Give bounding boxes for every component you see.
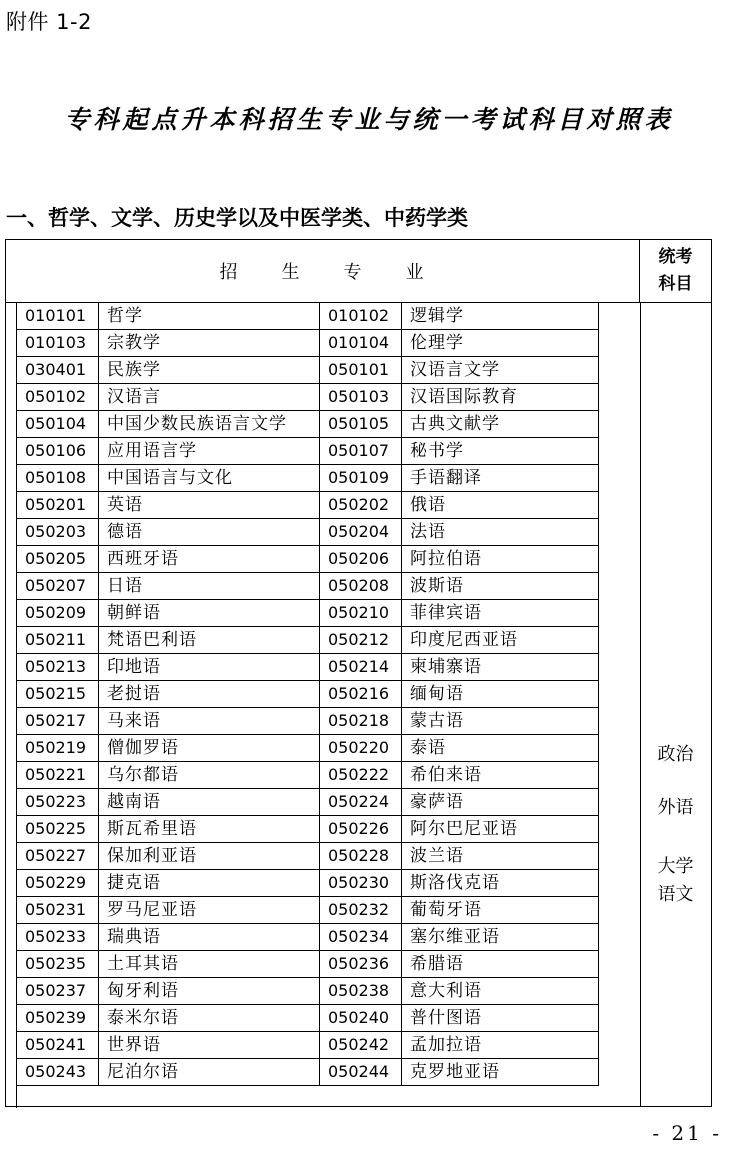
- major-code: 050225: [17, 816, 99, 843]
- major-code: 050103: [320, 384, 402, 411]
- major-code: 050223: [17, 789, 99, 816]
- major-code: 050219: [17, 735, 99, 762]
- major-code: 050101: [320, 357, 402, 384]
- major-code: 050212: [320, 627, 402, 654]
- major-name: 梵语巴利语: [99, 627, 320, 654]
- table-row: [17, 546, 599, 573]
- major-name: 缅甸语: [402, 681, 599, 708]
- table-row: [17, 870, 599, 897]
- major-name: 斯洛伐克语: [402, 870, 599, 897]
- major-code: 050205: [17, 546, 99, 573]
- major-header-char: 招: [219, 262, 240, 283]
- major-code: 050224: [320, 789, 402, 816]
- major-code: 050244: [320, 1059, 402, 1086]
- table-row: [17, 978, 599, 1005]
- major-name: 西班牙语: [99, 546, 320, 573]
- right-divider: [640, 303, 641, 1106]
- major-name: 意大利语: [402, 978, 599, 1005]
- subject-chinese: 语文: [657, 884, 694, 905]
- table-row: [17, 924, 599, 951]
- table-row: [17, 735, 599, 762]
- major-code: 050236: [320, 951, 402, 978]
- major-name: 波斯语: [402, 573, 599, 600]
- table-row: [17, 465, 599, 492]
- subject-politics: 政治: [657, 744, 694, 765]
- table-row: [17, 1005, 599, 1032]
- major-code: 050202: [320, 492, 402, 519]
- major-code: 050241: [17, 1032, 99, 1059]
- comparison-table: [5, 239, 712, 1107]
- major-name: 中国少数民族语言文学: [99, 411, 320, 438]
- major-name: 逻辑学: [402, 303, 599, 330]
- major-name: 应用语言学: [99, 438, 320, 465]
- major-name: 宗教学: [99, 330, 320, 357]
- major-name: 越南语: [99, 789, 320, 816]
- major-name: 波兰语: [402, 843, 599, 870]
- attachment-label: 附件 1-2: [6, 10, 92, 34]
- subject-foreign-language: 外语: [657, 797, 694, 818]
- major-name: 中国语言与文化: [99, 465, 320, 492]
- table-row: [17, 303, 599, 330]
- major-code: 050201: [17, 492, 99, 519]
- main-title: 专科起点升本科招生专业与统一考试科目对照表: [64, 105, 674, 134]
- major-code: 050109: [320, 465, 402, 492]
- major-name: 豪萨语: [402, 789, 599, 816]
- major-code: 050210: [320, 600, 402, 627]
- major-name: 德语: [99, 519, 320, 546]
- major-code: 030401: [17, 357, 99, 384]
- table-row: [17, 762, 599, 789]
- major-name: 保加利亚语: [99, 843, 320, 870]
- major-name: 汉语言文学: [402, 357, 599, 384]
- table-row: [17, 492, 599, 519]
- table-row: [17, 816, 599, 843]
- table-row: [17, 897, 599, 924]
- major-code: 010101: [17, 303, 99, 330]
- major-code: 050104: [17, 411, 99, 438]
- major-name: 捷克语: [99, 870, 320, 897]
- major-name: 法语: [402, 519, 599, 546]
- major-code: 050238: [320, 978, 402, 1005]
- major-header-char: 专: [343, 262, 364, 283]
- table-row: [17, 681, 599, 708]
- major-code: 050234: [320, 924, 402, 951]
- major-code: 050217: [17, 708, 99, 735]
- major-name: 阿拉伯语: [402, 546, 599, 573]
- major-name: 普什图语: [402, 1005, 599, 1032]
- major-header-char: 生: [281, 262, 302, 283]
- major-code: 050108: [17, 465, 99, 492]
- subject-header-line: 科目: [658, 274, 693, 294]
- majors-grid: [16, 303, 599, 1086]
- major-code: 050235: [17, 951, 99, 978]
- major-name: 菲律宾语: [402, 600, 599, 627]
- major-code: 050216: [320, 681, 402, 708]
- major-code: 050227: [17, 843, 99, 870]
- major-name: 僧伽罗语: [99, 735, 320, 762]
- subject-header: [640, 240, 711, 303]
- table-row: [17, 600, 599, 627]
- table-row: [17, 1032, 599, 1059]
- major-name: 土耳其语: [99, 951, 320, 978]
- table-row: [17, 654, 599, 681]
- table-row: [17, 843, 599, 870]
- major-name: 乌尔都语: [99, 762, 320, 789]
- major-code: 050222: [320, 762, 402, 789]
- table-row: [17, 357, 599, 384]
- major-name: 日语: [99, 573, 320, 600]
- major-code: 050102: [17, 384, 99, 411]
- major-code: 050218: [320, 708, 402, 735]
- major-code: 050229: [17, 870, 99, 897]
- major-name: 孟加拉语: [402, 1032, 599, 1059]
- major-name: 尼泊尔语: [99, 1059, 320, 1086]
- major-code: 050209: [17, 600, 99, 627]
- major-name: 希腊语: [402, 951, 599, 978]
- major-code: 050204: [320, 519, 402, 546]
- major-code: 050231: [17, 897, 99, 924]
- major-name: 葡萄牙语: [402, 897, 599, 924]
- major-code: 010102: [320, 303, 402, 330]
- major-name: 老挝语: [99, 681, 320, 708]
- major-name: 英语: [99, 492, 320, 519]
- major-code: 050215: [17, 681, 99, 708]
- table-row: [17, 951, 599, 978]
- major-name: 斯瓦希里语: [99, 816, 320, 843]
- major-code: 050105: [320, 411, 402, 438]
- major-header-char: 业: [405, 262, 426, 283]
- major-name: 泰语: [402, 735, 599, 762]
- major-header: [6, 240, 640, 303]
- major-name: 秘书学: [402, 438, 599, 465]
- major-name: 马来语: [99, 708, 320, 735]
- major-code: 050211: [17, 627, 99, 654]
- major-name: 印度尼西亚语: [402, 627, 599, 654]
- major-name: 哲学: [99, 303, 320, 330]
- major-name: 印地语: [99, 654, 320, 681]
- table-row: [17, 438, 599, 465]
- table-row: [17, 627, 599, 654]
- table-row: [17, 519, 599, 546]
- major-name: 民族学: [99, 357, 320, 384]
- major-name: 汉语国际教育: [402, 384, 599, 411]
- major-name: 阿尔巴尼亚语: [402, 816, 599, 843]
- table-row: [17, 789, 599, 816]
- major-name: 世界语: [99, 1032, 320, 1059]
- major-name: 瑞典语: [99, 924, 320, 951]
- page-number: - 21 -: [652, 1121, 722, 1145]
- major-name: 俄语: [402, 492, 599, 519]
- section-heading: 一、哲学、文学、历史学以及中医学类、中药学类: [6, 206, 468, 230]
- major-code: 050237: [17, 978, 99, 1005]
- major-code: 010104: [320, 330, 402, 357]
- major-code: 050203: [17, 519, 99, 546]
- major-name: 古典文献学: [402, 411, 599, 438]
- major-code: 050106: [17, 438, 99, 465]
- major-code: 010103: [17, 330, 99, 357]
- table-row: [17, 330, 599, 357]
- major-name: 希伯来语: [402, 762, 599, 789]
- major-name: 塞尔维亚语: [402, 924, 599, 951]
- major-code: 050233: [17, 924, 99, 951]
- major-name: 罗马尼亚语: [99, 897, 320, 924]
- major-name: 蒙古语: [402, 708, 599, 735]
- major-name: 手语翻译: [402, 465, 599, 492]
- major-code: 050208: [320, 573, 402, 600]
- major-name: 柬埔寨语: [402, 654, 599, 681]
- subject-header-line: 统考: [658, 247, 693, 267]
- major-code: 050240: [320, 1005, 402, 1032]
- major-code: 050206: [320, 546, 402, 573]
- major-code: 050221: [17, 762, 99, 789]
- major-name: 汉语言: [99, 384, 320, 411]
- major-code: 050243: [17, 1059, 99, 1086]
- major-code: 050232: [320, 897, 402, 924]
- table-row: [17, 573, 599, 600]
- major-code: 050220: [320, 735, 402, 762]
- major-code: 050239: [17, 1005, 99, 1032]
- major-name: 泰米尔语: [99, 1005, 320, 1032]
- major-name: 克罗地亚语: [402, 1059, 599, 1086]
- major-code: 050228: [320, 843, 402, 870]
- major-code: 050226: [320, 816, 402, 843]
- table-row: [17, 708, 599, 735]
- table-row: [17, 1059, 599, 1086]
- table-row: [17, 411, 599, 438]
- major-code: 050207: [17, 573, 99, 600]
- table-row: [17, 384, 599, 411]
- subject-college: 大学: [657, 856, 694, 877]
- major-code: 050214: [320, 654, 402, 681]
- major-name: 伦理学: [402, 330, 599, 357]
- major-name: 朝鲜语: [99, 600, 320, 627]
- major-code: 050213: [17, 654, 99, 681]
- major-name: 匈牙利语: [99, 978, 320, 1005]
- major-code: 050107: [320, 438, 402, 465]
- major-code: 050230: [320, 870, 402, 897]
- major-code: 050242: [320, 1032, 402, 1059]
